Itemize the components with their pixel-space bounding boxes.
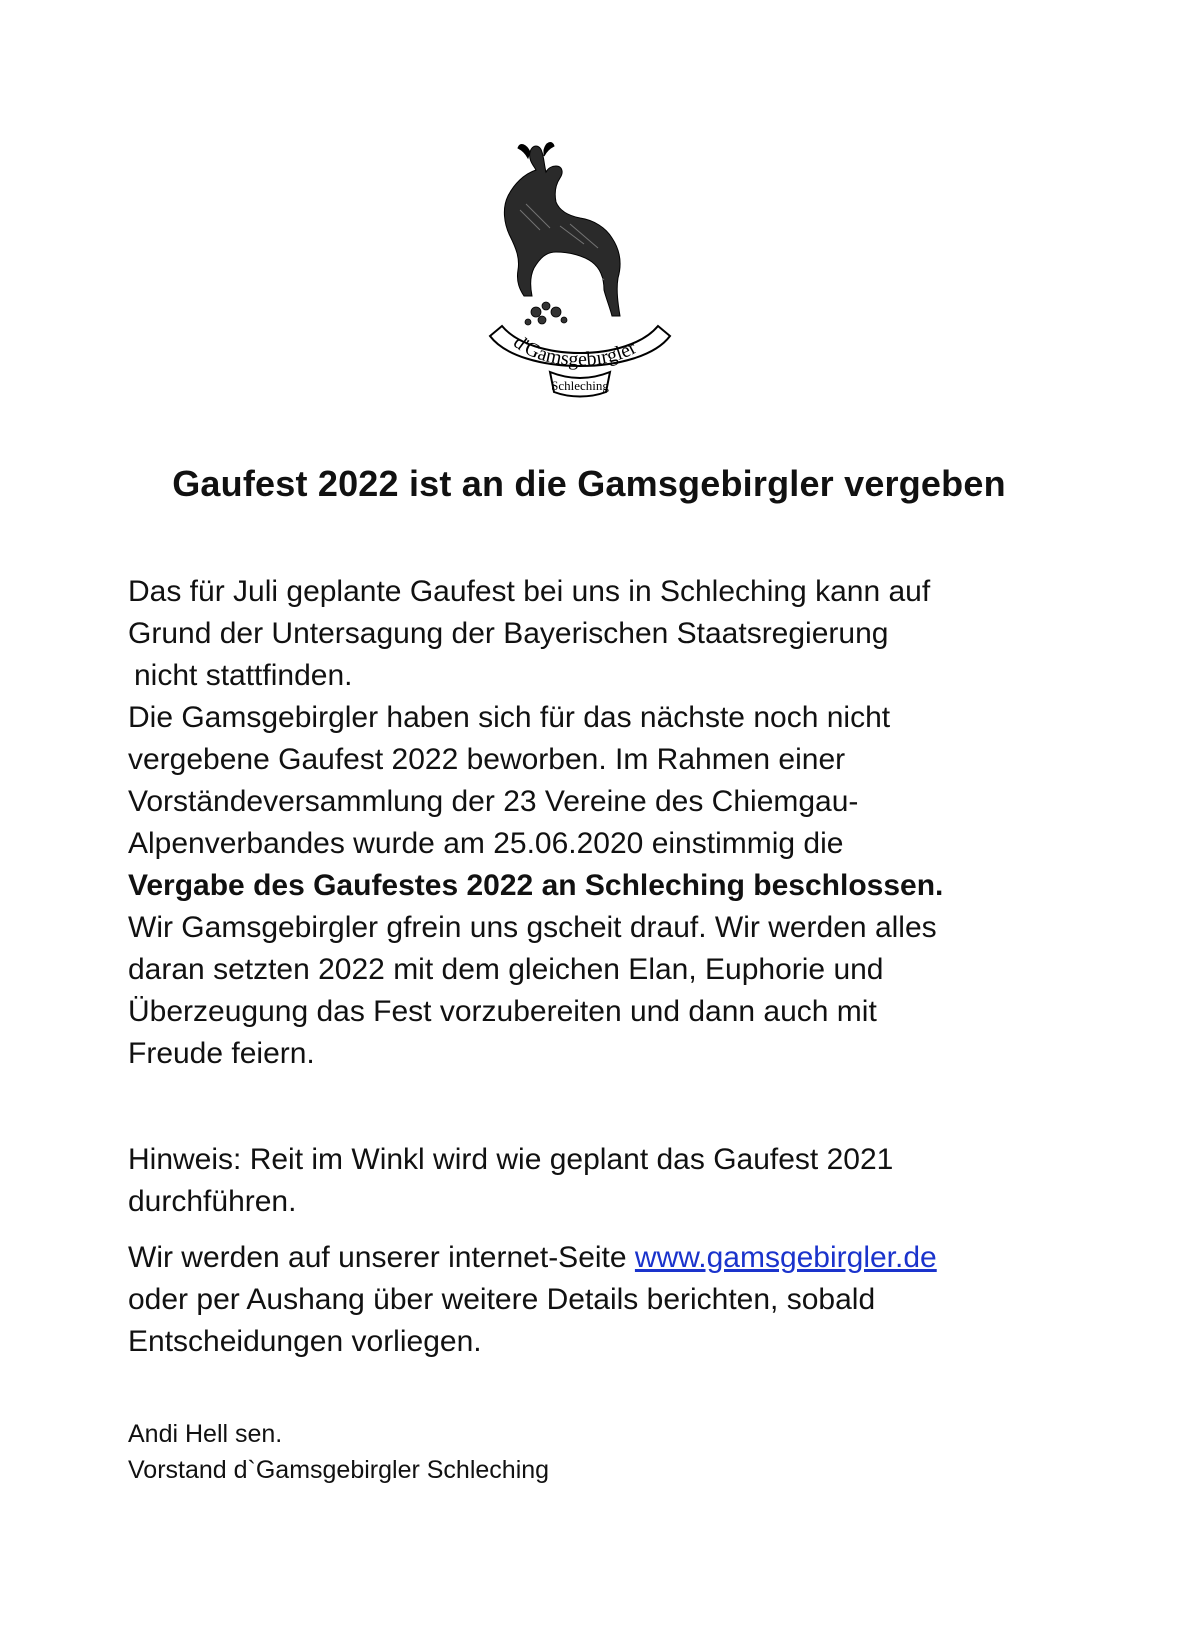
club-logo <box>480 140 680 420</box>
text-line: Hinweis: Reit im Winkl wird wie geplant das Gaufest 2021 <box>128 1143 894 1176</box>
text-line: Überzeugung das Fest vorzubereiten und dann auch mit <box>128 995 877 1028</box>
logo-arc-text: d'Gamsgebirgler <box>509 330 641 371</box>
text-line: Das für Juli geplante Gaufest bei uns in Schleching kann auf <box>128 575 931 608</box>
signature-block <box>128 1416 549 1488</box>
text-line: Alpenverbandes wurde am 25.06.2020 einstimmig die <box>128 827 844 860</box>
signature-role: Vorstand d`Gamsgebirgler Schleching <box>128 1456 550 1484</box>
text-line: Entscheidungen vorliegen. <box>128 1325 482 1358</box>
page-title: Gaufest 2022 ist an die Gamsgebirgler vergeben <box>172 463 1006 504</box>
logo-sub-text: Schleching <box>551 378 609 393</box>
website-intro-text: Wir werden auf unserer internet-Seite <box>128 1241 635 1274</box>
website-link[interactable]: www.gamsgebirgler.de <box>634 1241 937 1274</box>
text-line: Grund der Untersagung der Bayerischen Staatsregierung <box>128 617 889 650</box>
paragraph-hinweis <box>128 1139 1048 1223</box>
text-line: Vorständeversammlung der 23 Vereine des Chiemgau- <box>128 785 859 818</box>
text-line: vergebene Gaufest 2022 beworben. Im Rahmen einer <box>128 743 846 776</box>
text-line: nicht stattfinden. <box>134 659 353 692</box>
text-line <box>128 1237 1048 1279</box>
text-line: durchführen. <box>128 1185 297 1218</box>
paragraph-main <box>128 571 1048 1075</box>
svg-text:d'Gamsgebirgler <box>509 331 640 371</box>
bold-highlight-line: Vergabe des Gaufestes 2022 an Schleching beschlossen. <box>128 869 944 902</box>
text-line: daran setzten 2022 mit dem gleichen Elan, Euphorie und <box>128 953 884 986</box>
text-line: Freude feiern. <box>128 1037 315 1070</box>
text-line: Die Gamsgebirgler haben sich für das nächste noch nicht <box>128 701 891 734</box>
flower-cluster-icon <box>525 302 567 325</box>
text-line: Wir Gamsgebirgler gfrein uns gscheit drauf. Wir werden alles <box>128 911 937 944</box>
signature-name: Andi Hell sen. <box>128 1420 283 1448</box>
chamois-emblem <box>480 140 680 420</box>
text-line: oder per Aushang über weitere Details berichten, sobald <box>128 1283 876 1316</box>
chamois-icon <box>504 143 620 316</box>
paragraph-website <box>128 1237 1048 1363</box>
